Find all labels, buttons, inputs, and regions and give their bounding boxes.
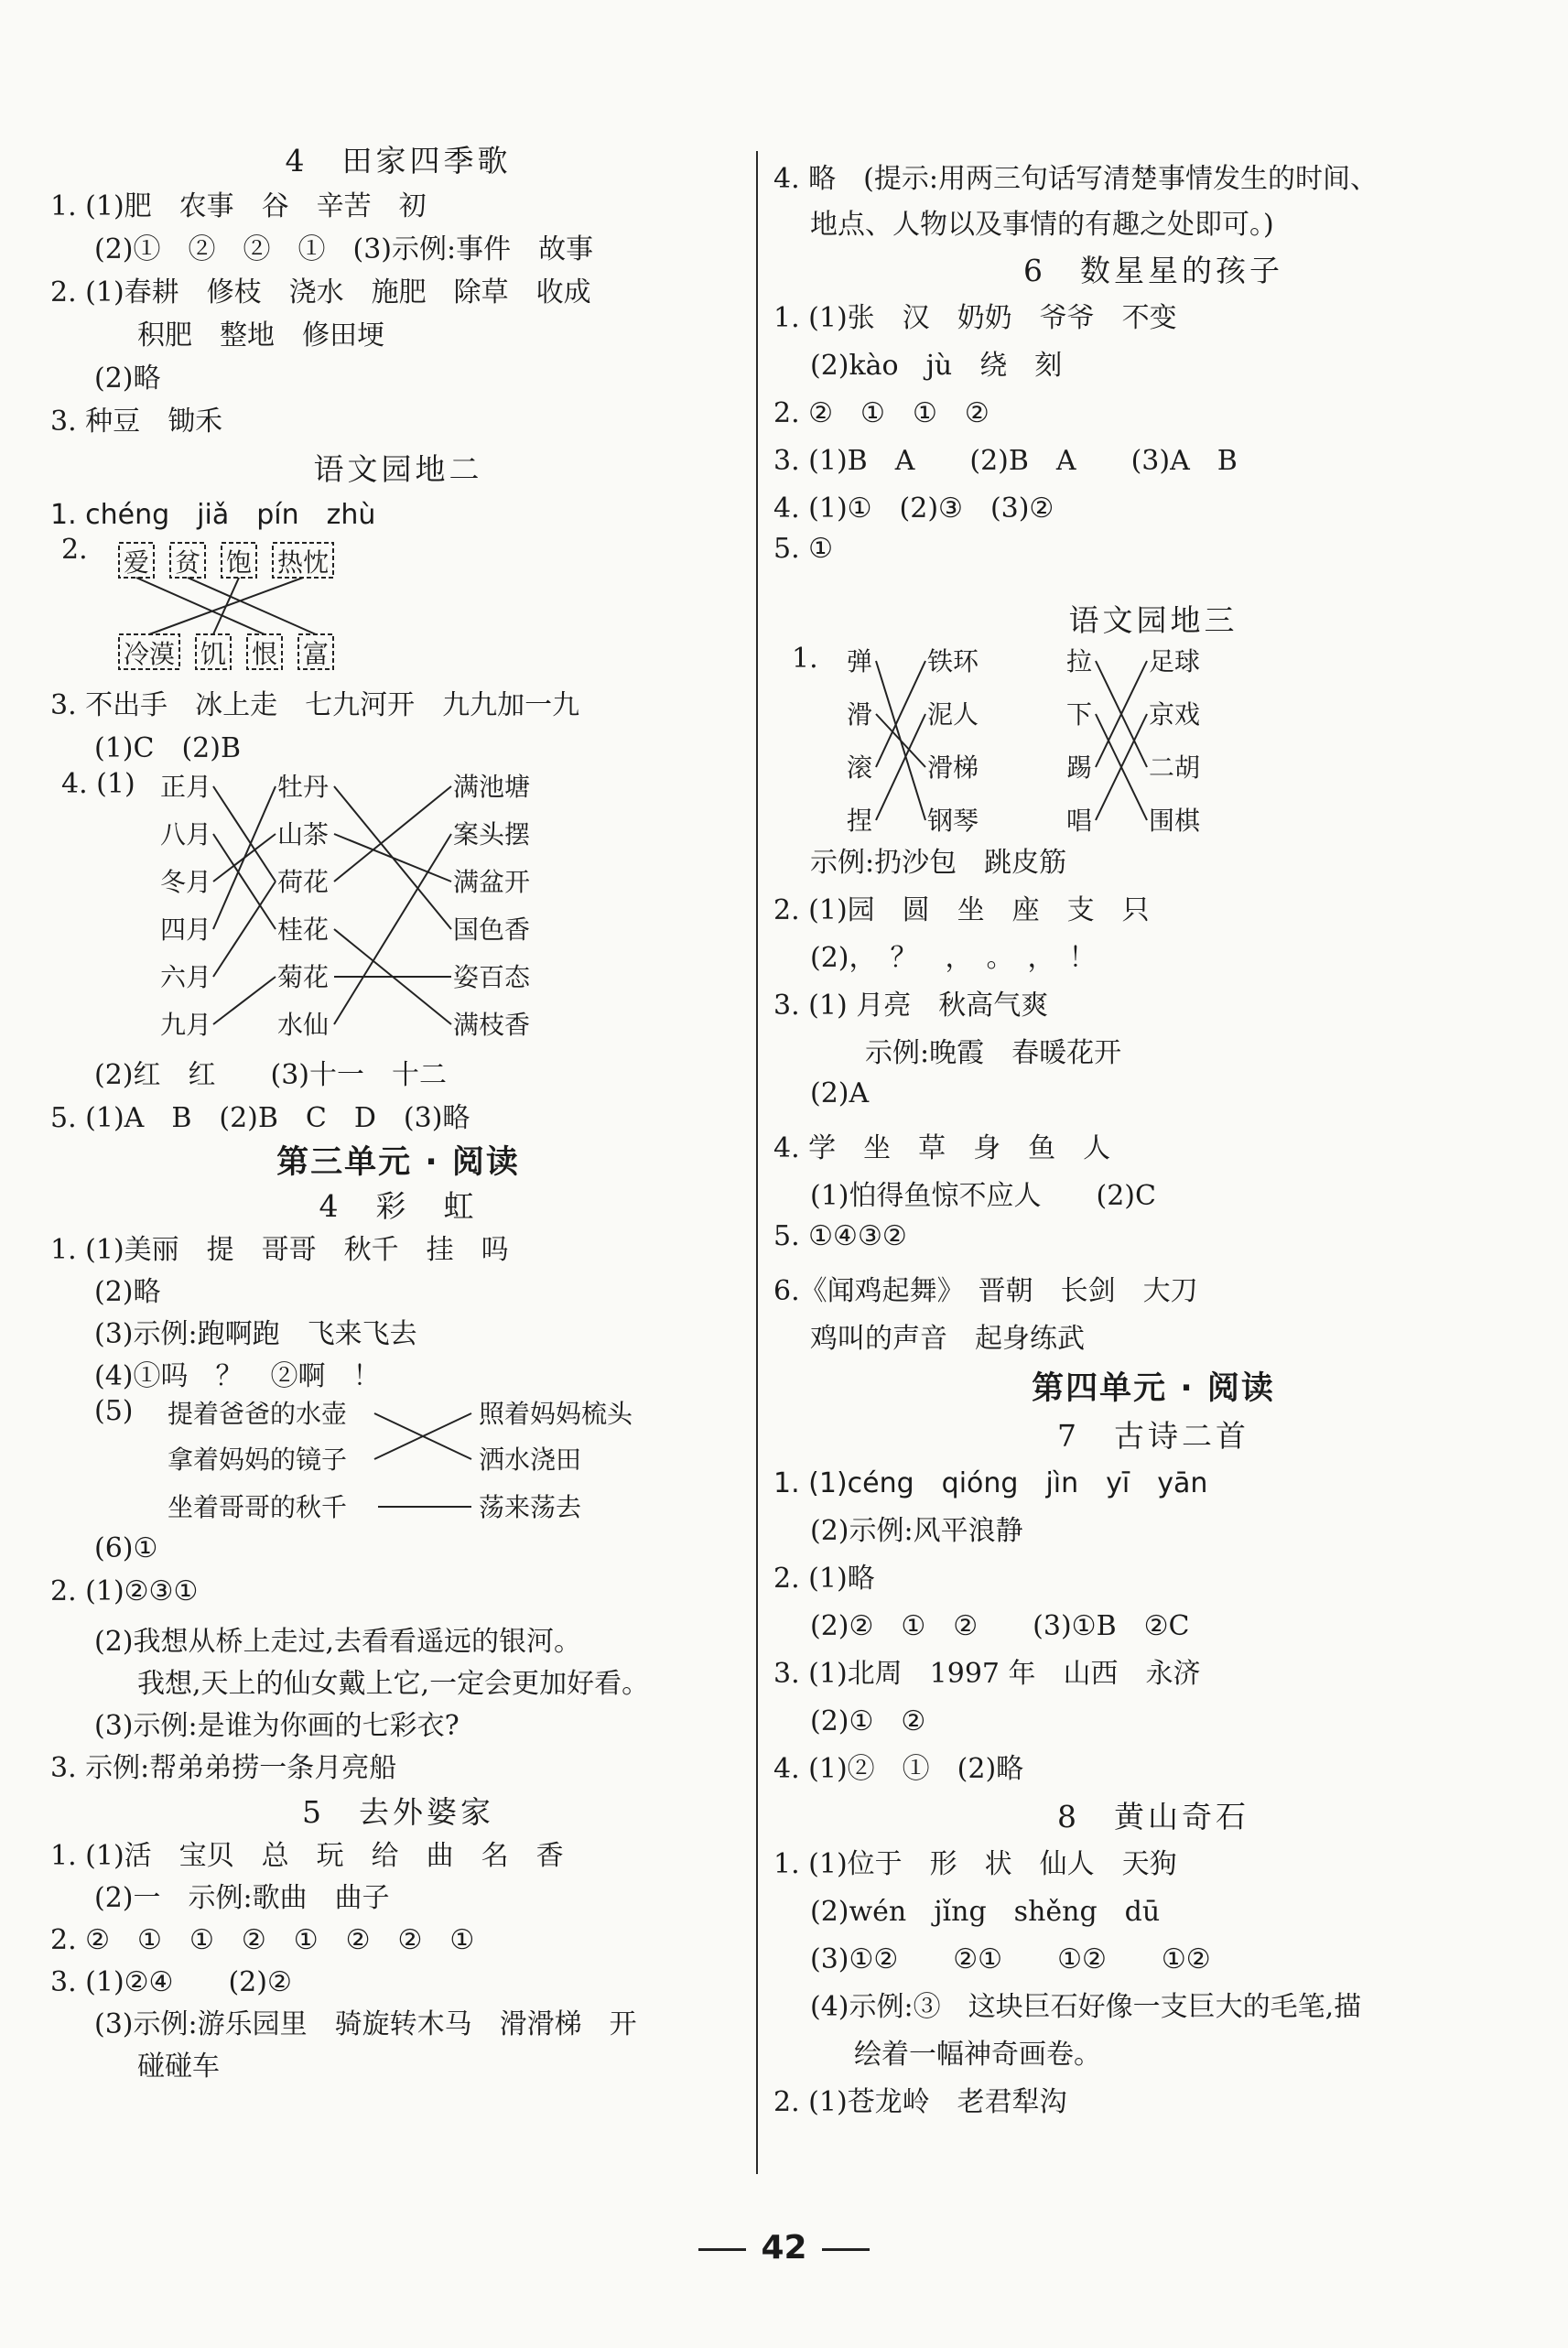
answer-line: (1)C (2)B <box>94 732 241 764</box>
match-line <box>213 786 276 882</box>
answer-line: 2. ② ① ① ② <box>773 397 989 429</box>
box-word: 贫 <box>174 547 201 578</box>
month-label: 八月 <box>160 819 212 849</box>
flower-label: 水仙 <box>277 1010 330 1040</box>
answer-line: (2)② ① ② (3)①B ②C <box>810 1610 1190 1642</box>
match-right-item: 荡来荡去 <box>479 1492 582 1522</box>
verb-label: 唱 <box>1066 806 1093 836</box>
answer-line: 6.《闻鸡起舞》 晋朝 长剑 大刀 <box>773 1275 1198 1307</box>
answer-line: (2)红 红 (3)十一 十二 <box>94 1059 447 1091</box>
match-line <box>213 882 276 977</box>
match-left-item: 提着爸爸的水壶 <box>168 1399 348 1429</box>
verb-label: 拉 <box>1066 646 1093 676</box>
verb-label: 下 <box>1066 699 1093 730</box>
box-matching-diagram <box>110 534 476 682</box>
answer-line: 2. (1)春耕 修枝 浇水 施肥 除草 收成 <box>50 276 591 308</box>
answer-line: 3. (1)②④ (2)② <box>50 1966 292 1998</box>
answer-line: (2)略 <box>94 362 161 395</box>
answer-line: (3)示例:跑啊跑 飞来飞去 <box>94 1318 417 1350</box>
answer-line: (3)示例:游乐园里 骑旋转木马 滑滑梯 开 <box>94 2008 637 2040</box>
match-line <box>136 578 265 634</box>
answer-line: 5. ①④③② <box>773 1220 907 1252</box>
section-title: 5 去外婆家 <box>302 1794 494 1830</box>
box-word: 饱 <box>225 547 253 578</box>
sentence-matching <box>50 1395 746 1532</box>
answer-line: 绘着一幅神奇画卷。 <box>854 2039 1101 2071</box>
noun-label: 泥人 <box>927 699 979 730</box>
answer-line: (6)① <box>94 1532 158 1564</box>
match-left-item: 坐着哥哥的秋千 <box>168 1492 348 1522</box>
answer-line: 2. (1)园 圆 坐 座 支 只 <box>773 894 1150 926</box>
month-label: 六月 <box>160 962 212 992</box>
phrase-label: 满池塘 <box>453 772 531 802</box>
box-word: 热忱 <box>276 547 330 578</box>
phrase-label: 案头摆 <box>453 819 531 849</box>
question-number: (5) <box>94 1395 134 1427</box>
match-line <box>213 977 276 1024</box>
section-title: 语文园地三 <box>1068 602 1238 638</box>
month-label: 四月 <box>160 914 212 945</box>
answer-line: 4. (1)② ① (2)略 <box>773 1753 1024 1785</box>
flower-label: 牡丹 <box>277 772 330 802</box>
noun-label: 京戏 <box>1149 699 1201 730</box>
match-right-item: 照着妈妈梳头 <box>479 1399 633 1429</box>
match-left-item: 拿着妈妈的镜子 <box>168 1445 348 1475</box>
answer-line: (2)示例:风平浪静 <box>810 1515 1023 1547</box>
noun-label: 滑梯 <box>927 752 979 783</box>
answer-line: (4)①吗 ？ ②啊 ！ <box>94 1360 381 1392</box>
answer-line: (2)① ② ② ① (3)示例:事件 故事 <box>94 233 594 265</box>
right-column <box>773 156 1533 2126</box>
phrase-label: 满枝香 <box>453 1010 531 1040</box>
footer-dash <box>822 2248 870 2251</box>
match-line <box>149 578 303 634</box>
answer-line: 积肥 整地 修田埂 <box>137 319 384 352</box>
answer-line: (2)① ② <box>810 1705 926 1737</box>
verb-noun-matching <box>773 643 1533 839</box>
answer-line: 3. 示例:帮弟弟捞一条月亮船 <box>50 1752 397 1784</box>
box-word: 恨 <box>251 639 278 669</box>
verb-label: 滑 <box>847 699 873 730</box>
footer-dash <box>698 2248 746 2251</box>
match-line <box>876 661 925 767</box>
noun-label: 钢琴 <box>927 806 979 836</box>
answer-line: (3)示例:是谁为你画的七彩衣? <box>94 1710 460 1742</box>
answer-line: (2)kào jù 绕 刻 <box>810 350 1063 382</box>
match-line <box>213 786 276 929</box>
verb-label: 滚 <box>847 752 873 783</box>
verb-label: 捏 <box>847 806 873 836</box>
flower-label: 菊花 <box>277 962 330 992</box>
question-number: 2. <box>61 534 88 566</box>
flower-month-matching <box>50 768 746 1052</box>
answer-line: 1. (1)活 宝贝 总 玩 给 曲 名 香 <box>50 1840 564 1872</box>
answer-line: 碰碰车 <box>137 2050 220 2083</box>
answer-line: 2. (1)②③① <box>50 1575 199 1607</box>
answer-line: (2)， ？ ， 。 ， ！ <box>810 942 1097 974</box>
month-label: 冬月 <box>160 867 212 897</box>
answer-line: 2. ② ① ① ② ① ② ② ① <box>50 1924 475 1956</box>
section-title: 语文园地二 <box>313 451 483 487</box>
match-line <box>876 714 925 767</box>
pinyin-line: 1. (1)céng qióng jìn yī yān <box>773 1467 1208 1499</box>
answer-line: 3. (1) 月亮 秋高气爽 <box>773 990 1049 1022</box>
answer-line: 1. (1)美丽 提 哥哥 秋千 挂 吗 <box>50 1234 509 1266</box>
answer-line: 3. (1)B A (2)B A (3)A B <box>773 445 1238 477</box>
verb-label: 踢 <box>1066 752 1093 783</box>
month-label: 正月 <box>160 772 212 802</box>
match-line <box>188 578 316 634</box>
page-footer <box>0 2229 1568 2267</box>
section-title: 4 彩 虹 <box>319 1188 478 1224</box>
column-divider <box>756 151 758 2174</box>
answer-line: 2. (1)苍龙岭 老君犁沟 <box>773 2086 1067 2118</box>
match-line <box>876 714 925 820</box>
answer-line: 3. (1)北周 1997 年 山西 永济 <box>773 1658 1201 1690</box>
verb-label: 弹 <box>847 646 873 676</box>
match-line <box>334 786 451 882</box>
unit-heading: 第四单元 · 阅读 <box>1032 1370 1275 1407</box>
answer-line: (2)A <box>810 1077 870 1109</box>
box-word: 冷漠 <box>123 639 176 669</box>
answer-line: 5. ① <box>773 533 834 565</box>
box-word: 爱 <box>123 547 150 578</box>
flower-label: 桂花 <box>277 914 330 945</box>
section-title: 6 数星星的孩子 <box>1023 253 1283 288</box>
answer-line: 鸡叫的声音 起身练武 <box>810 1323 1085 1355</box>
section-title: 7 古诗二首 <box>1057 1418 1249 1454</box>
answer-line: 地点、人物以及事情的有趣之处即可。) <box>810 209 1274 241</box>
page-number: 42 <box>761 2229 807 2267</box>
answer-line: (2)略 <box>94 1276 161 1308</box>
answer-line: 3. 种豆 锄禾 <box>50 406 223 438</box>
unit-heading: 第三单元 · 阅读 <box>276 1144 520 1181</box>
answer-line: 3. 不出手 冰上走 七九河开 九九加一九 <box>50 689 580 721</box>
answer-line: 4. (1)① (2)③ (3)② <box>773 492 1054 525</box>
answer-line: 1. (1)张 汉 奶奶 爷爷 不变 <box>773 302 1177 334</box>
answer-line: 我想,天上的仙女戴上它,一定会更加好看。 <box>137 1668 650 1700</box>
answer-line: 5. (1)A B (2)B C D (3)略 <box>50 1102 470 1134</box>
sentence-matching-diagram <box>168 1395 735 1532</box>
answer-line: (2)我想从桥上走过,去看看遥远的银河。 <box>94 1626 582 1658</box>
flower-label: 荷花 <box>277 867 330 897</box>
section-title: 8 黄山奇石 <box>1057 1799 1249 1834</box>
answer-line: 示例:扔沙包 跳皮筋 <box>810 847 1067 879</box>
three-column-matching-diagram <box>160 768 636 1052</box>
answer-line: (4)示例:③ 这块巨石好像一支巨大的毛笔,描 <box>810 1991 1362 2023</box>
answer-line: (2)wén jǐng shěng dū <box>810 1896 1161 1928</box>
noun-label: 围棋 <box>1149 806 1201 836</box>
question-number: 1. <box>792 643 818 675</box>
flower-label: 山茶 <box>277 819 330 849</box>
answer-line: 1. (1)肥 农事 谷 辛苦 初 <box>50 190 427 222</box>
answer-line: 4. 学 坐 草 身 鱼 人 <box>773 1132 1111 1164</box>
match-right-item: 洒水浇田 <box>479 1445 582 1475</box>
match-line <box>334 834 451 882</box>
verb-noun-matching-diagram <box>847 643 1487 839</box>
noun-label: 二胡 <box>1149 752 1201 783</box>
noun-label: 足球 <box>1149 646 1201 676</box>
antonym-matching <box>50 534 746 682</box>
answer-line: (1)怕得鱼惊不应人 (2)C <box>810 1180 1156 1212</box>
match-line <box>334 834 451 1024</box>
noun-label: 铁环 <box>927 646 979 676</box>
answer-line: 示例:晚霞 春暖花开 <box>865 1037 1122 1069</box>
answer-line: 4. 略 (提示:用两三句话写清楚事情发生的时间、 <box>773 163 1378 195</box>
match-line <box>213 834 276 929</box>
section-title: 4 田家四季歌 <box>285 143 512 179</box>
phrase-label: 国色香 <box>453 914 531 945</box>
phrase-label: 姿百态 <box>453 962 531 992</box>
answer-line: 2. (1)略 <box>773 1563 875 1595</box>
pinyin-line: 1. chéng jiǎ pín zhù <box>50 499 376 531</box>
box-word: 饥 <box>200 639 227 669</box>
question-number: 4. (1) <box>61 768 135 800</box>
month-label: 九月 <box>160 1010 212 1040</box>
answer-line: (2)一 示例:歌曲 曲子 <box>94 1882 390 1914</box>
answer-line: (3)①② ②① ①② ①② <box>810 1943 1211 1975</box>
left-column <box>50 137 746 2085</box>
phrase-label: 满盆开 <box>453 867 531 897</box>
box-word: 富 <box>302 639 330 669</box>
answer-line: 1. (1)位于 形 状 仙人 天狗 <box>773 1848 1177 1880</box>
